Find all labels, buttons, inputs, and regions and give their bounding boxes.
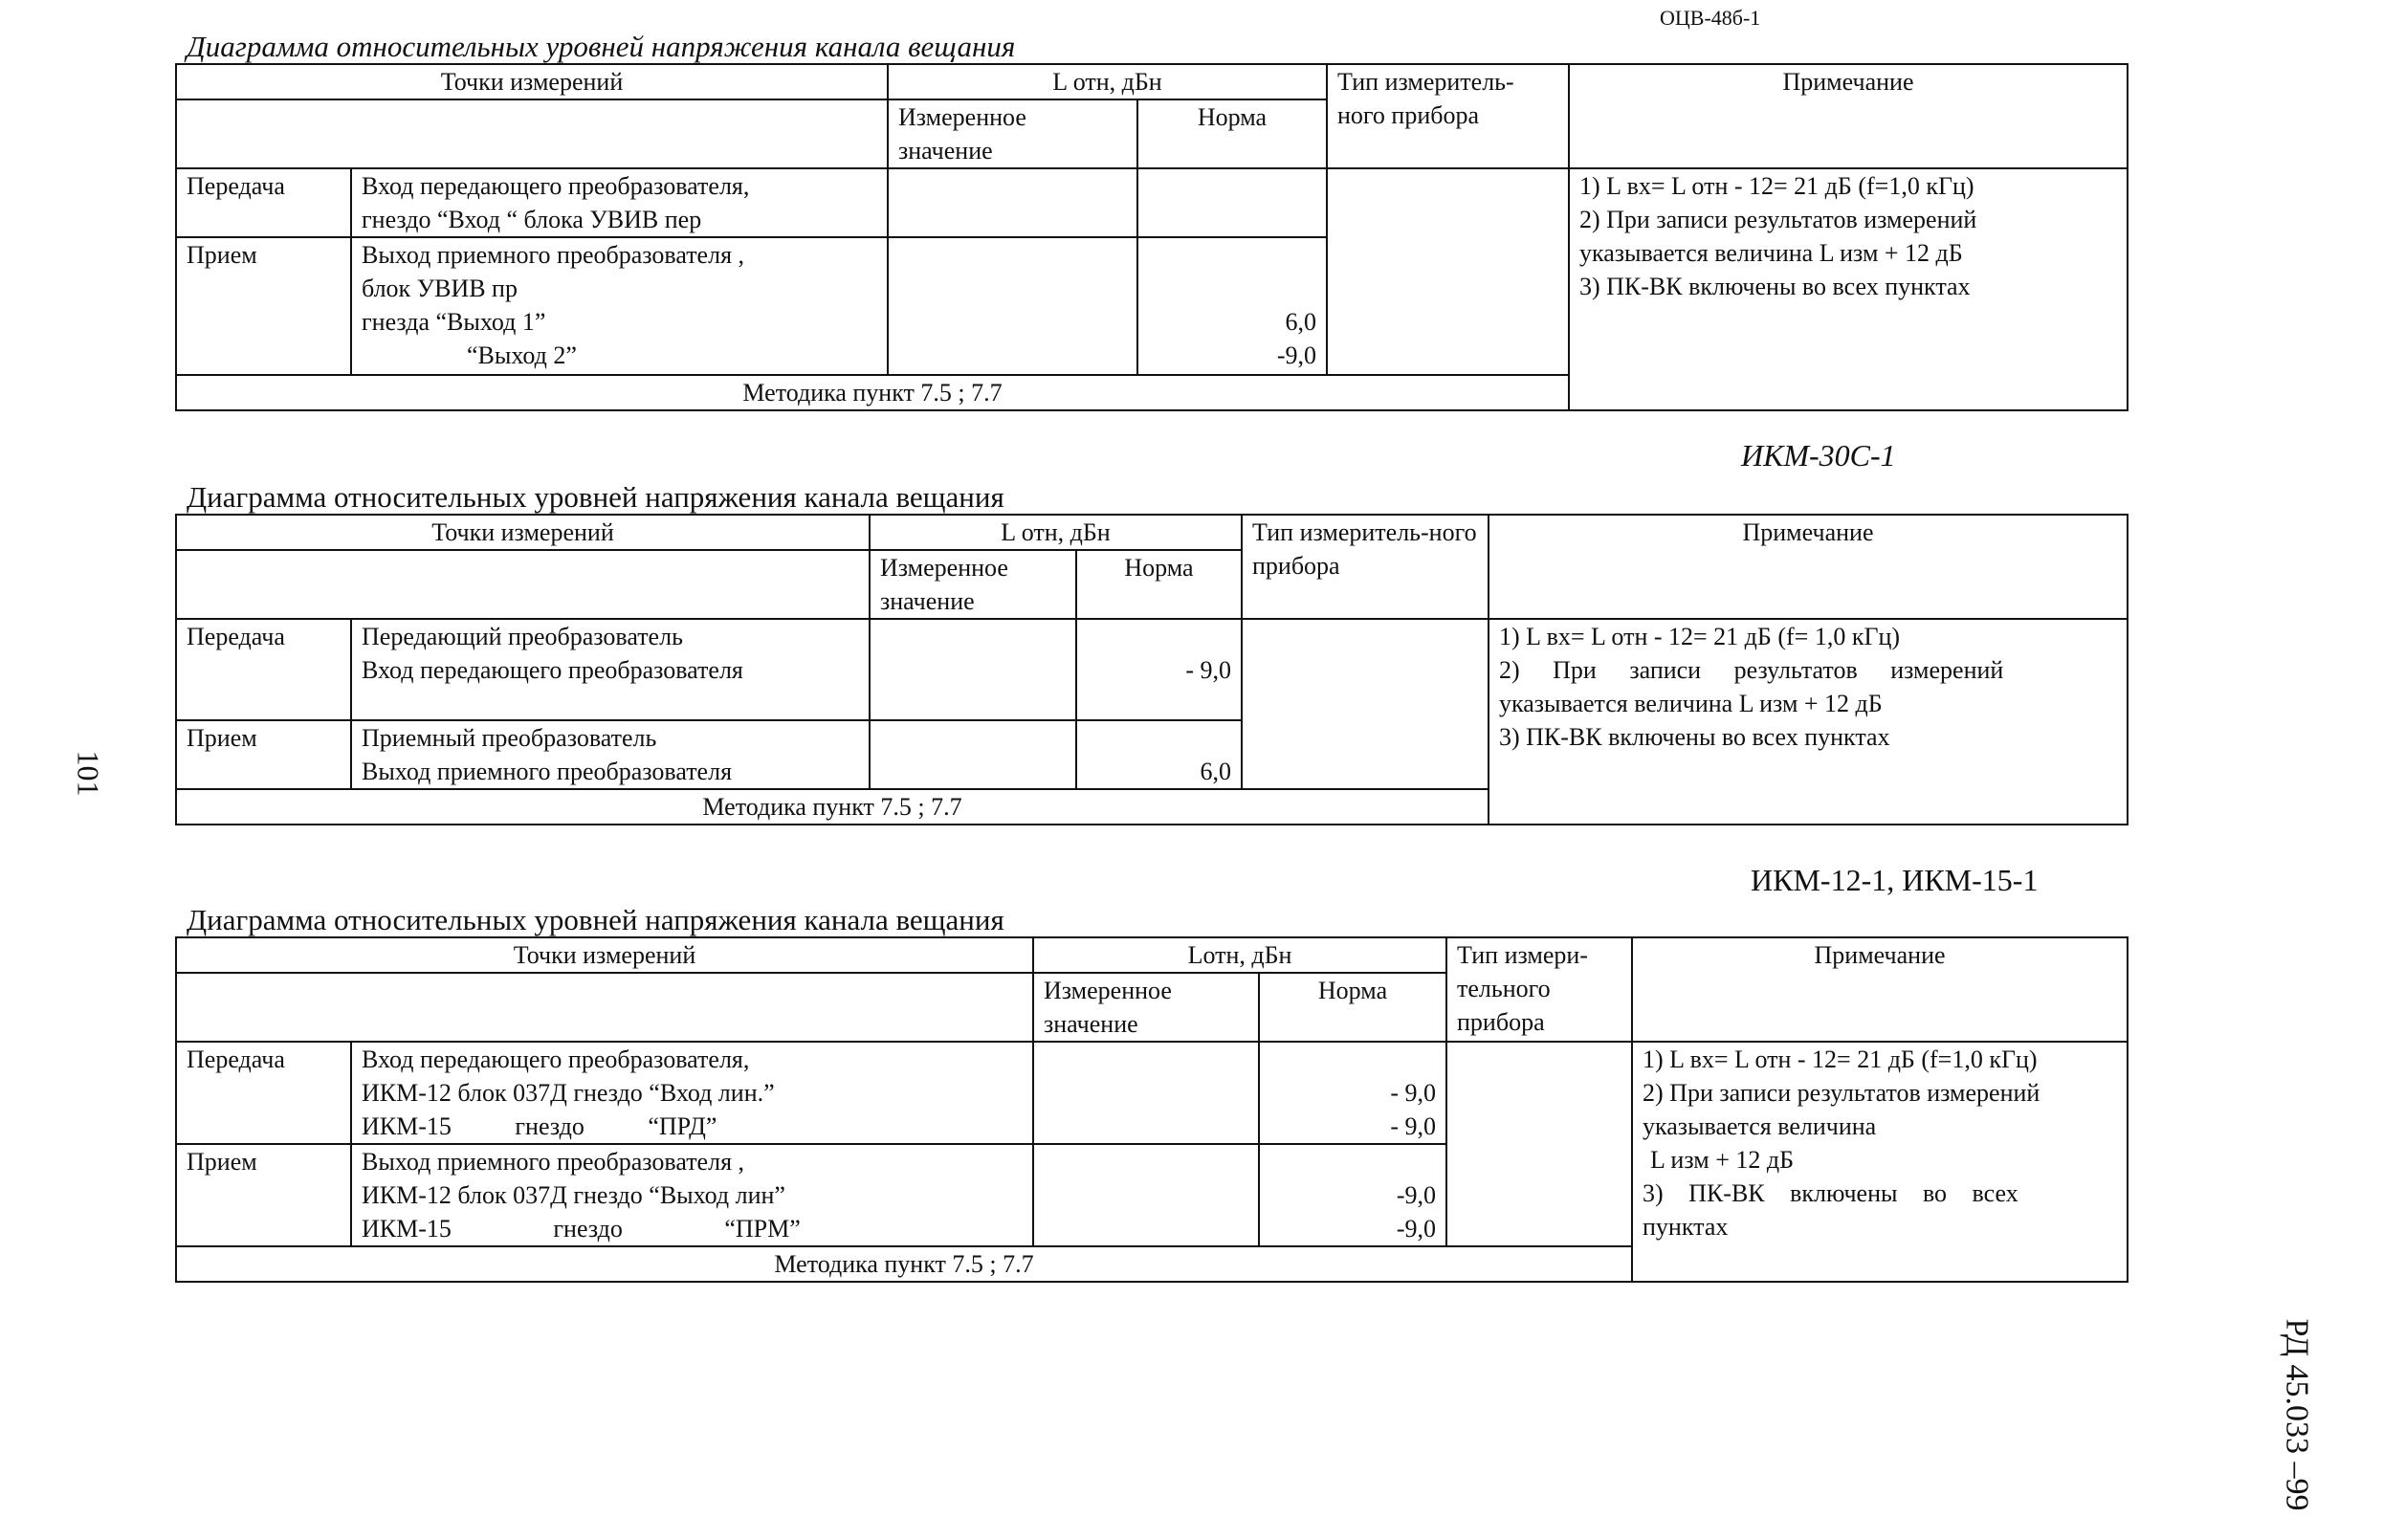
norm-value: - 9,0	[1390, 1112, 1437, 1140]
note-cell	[1569, 168, 2128, 410]
table-2-caption: Диаграмма относительных уровней напряжения канала вещания	[187, 480, 1004, 514]
header-points: Точки измерений	[176, 515, 870, 550]
point-line: Выход приемного преобразователя	[362, 758, 733, 785]
header-measured: Измеренное значение	[1033, 973, 1259, 1042]
point-line: Выход приемного преобразователя ,	[362, 241, 745, 269]
norm-cell	[1137, 168, 1327, 237]
norm-value: - 9,0	[1185, 656, 1231, 684]
instrument-cell	[1327, 168, 1569, 375]
point-line: Приемный преобразователь	[362, 724, 657, 752]
note-line: 3) ПК-ВК включены во всех пунктах	[1643, 1179, 2018, 1241]
instrument-cell	[1446, 1042, 1632, 1246]
row-direction: Прием	[176, 1144, 351, 1246]
note-line: 2) При записи результатов измерений	[1643, 1079, 2040, 1107]
row-direction: Прием	[176, 237, 351, 375]
header-norm: Норма	[1137, 99, 1327, 168]
table-3	[175, 936, 2128, 1283]
header-measured: Измеренное значение	[888, 99, 1137, 168]
header-points: Точки измерений	[176, 64, 888, 99]
norm-cell	[1259, 1144, 1446, 1246]
note-line: 3) ПК-ВК включены во всех пунктах	[1499, 723, 1890, 751]
point-line: Вход передающего преобразователя,	[362, 1045, 750, 1073]
row-direction: Прием	[176, 720, 351, 789]
note-line: 1) L вх= L отн - 12= 21 дБ (f=1,0 кГц)	[1643, 1045, 2038, 1073]
row-points	[351, 720, 870, 789]
instrument-cell	[1242, 619, 1489, 789]
note-line: указывается величина L изм + 12 дБ	[1499, 690, 1883, 717]
row-direction: Передача	[176, 168, 351, 237]
norm-cell	[1076, 619, 1242, 720]
note-line: указывается величина L изм + 12 дБ	[1579, 239, 1963, 267]
header-instrument: Тип измеритель-ного прибора	[1242, 515, 1489, 619]
note-line: 3) ПК-ВК включены во всех пунктах	[1579, 273, 1971, 300]
header-instrument: Тип измери-тельного прибора	[1446, 937, 1632, 1042]
header-norm: Норма	[1076, 550, 1242, 619]
row-points	[351, 619, 870, 720]
document-code: РД 45.033 –99	[2279, 1318, 2315, 1511]
table-1	[175, 63, 2128, 411]
header-note: Примечание	[1489, 515, 2128, 619]
header-points-blank	[176, 99, 888, 168]
note-line: указывается величина	[1643, 1112, 1877, 1140]
header-level: Lотн, дБн	[1033, 937, 1446, 973]
norm-value: -9,0	[1396, 1215, 1437, 1243]
table-2-system: ИКМ-30С-1	[1741, 438, 1896, 473]
point-line: гнездо “Вход “ блока УВИВ пер	[362, 206, 702, 233]
point-line: Вход передающего преобразователя,	[362, 172, 750, 200]
header-points-blank	[176, 550, 870, 619]
row-points	[351, 237, 888, 375]
measured-cell	[870, 720, 1076, 789]
measured-cell	[888, 237, 1137, 375]
note-line: 2) При записи результатов измерений	[1499, 656, 2004, 684]
measured-cell	[1033, 1042, 1259, 1144]
norm-value: 6,0	[1200, 758, 1231, 785]
note-line: 1) L вх= L отн - 12= 21 дБ (f= 1,0 кГц)	[1499, 623, 1901, 650]
table-1-caption: Диаграмма относительных уровней напряжения канала вещания	[187, 30, 1016, 63]
header-norm: Норма	[1259, 973, 1446, 1042]
header-note: Примечание	[1569, 64, 2128, 168]
norm-cell	[1137, 237, 1327, 375]
row-points	[351, 1042, 1033, 1144]
row-points	[351, 1144, 1033, 1246]
point-line: ИКМ-12 блок 037Д гнездо “Выход лин”	[362, 1181, 785, 1209]
top-cut-text: ОЦВ-48б-1	[1660, 6, 1761, 30]
point-line: Передающий преобразователь	[362, 623, 683, 650]
row-direction: Передача	[176, 619, 351, 720]
row-points	[351, 168, 888, 237]
measured-cell	[888, 168, 1137, 237]
header-instrument: Тип измеритель-ного прибора	[1327, 64, 1569, 168]
point-line: ИКМ-15 гнездо “ПРМ”	[362, 1215, 801, 1243]
table-3-system: ИКМ-12-1, ИКМ-15-1	[1751, 863, 2039, 897]
header-note: Примечание	[1632, 937, 2128, 1042]
table-2	[175, 514, 2128, 825]
header-level: L отн, дБн	[888, 64, 1327, 99]
table-3-caption: Диаграмма относительных уровней напряжения канала вещания	[187, 903, 1004, 936]
point-line: блок УВИВ пр	[362, 275, 518, 302]
header-measured: Измеренное значение	[870, 550, 1076, 619]
point-line: Выход приемного преобразователя ,	[362, 1148, 745, 1176]
page-number: 101	[71, 750, 106, 797]
norm-cell	[1076, 720, 1242, 789]
method-row: Методика пункт 7.5 ; 7.7	[176, 789, 1489, 825]
measured-cell	[1033, 1144, 1259, 1246]
header-level: L отн, дБн	[870, 515, 1242, 550]
note-cell	[1632, 1042, 2128, 1282]
norm-value: -9,0	[1276, 341, 1316, 369]
measured-cell	[870, 619, 1076, 720]
point-line: ИКМ-15 гнездо “ПРД”	[362, 1112, 717, 1140]
note-line: L изм + 12 дБ	[1650, 1146, 1795, 1174]
header-points-blank	[176, 973, 1033, 1042]
norm-value: 6,0	[1285, 308, 1316, 336]
method-row: Методика пункт 7.5 ; 7.7	[176, 375, 1569, 410]
row-direction: Передача	[176, 1042, 351, 1144]
point-line: “Выход 2”	[467, 341, 577, 369]
point-line: гнезда “Выход 1”	[362, 308, 546, 336]
norm-value: - 9,0	[1390, 1079, 1437, 1107]
method-row: Методика пункт 7.5 ; 7.7	[176, 1246, 1632, 1282]
point-line: ИКМ-12 блок 037Д гнездо “Вход лин.”	[362, 1079, 775, 1107]
note-cell	[1489, 619, 2128, 825]
note-line: 2) При записи результатов измерений	[1579, 206, 1977, 233]
header-points: Точки измерений	[176, 937, 1033, 973]
point-line: Вход передающего преобразователя	[362, 656, 743, 684]
norm-cell	[1259, 1042, 1446, 1144]
note-line: 1) L вх= L отн - 12= 21 дБ (f=1,0 кГц)	[1579, 172, 1974, 200]
norm-value: -9,0	[1396, 1181, 1437, 1209]
